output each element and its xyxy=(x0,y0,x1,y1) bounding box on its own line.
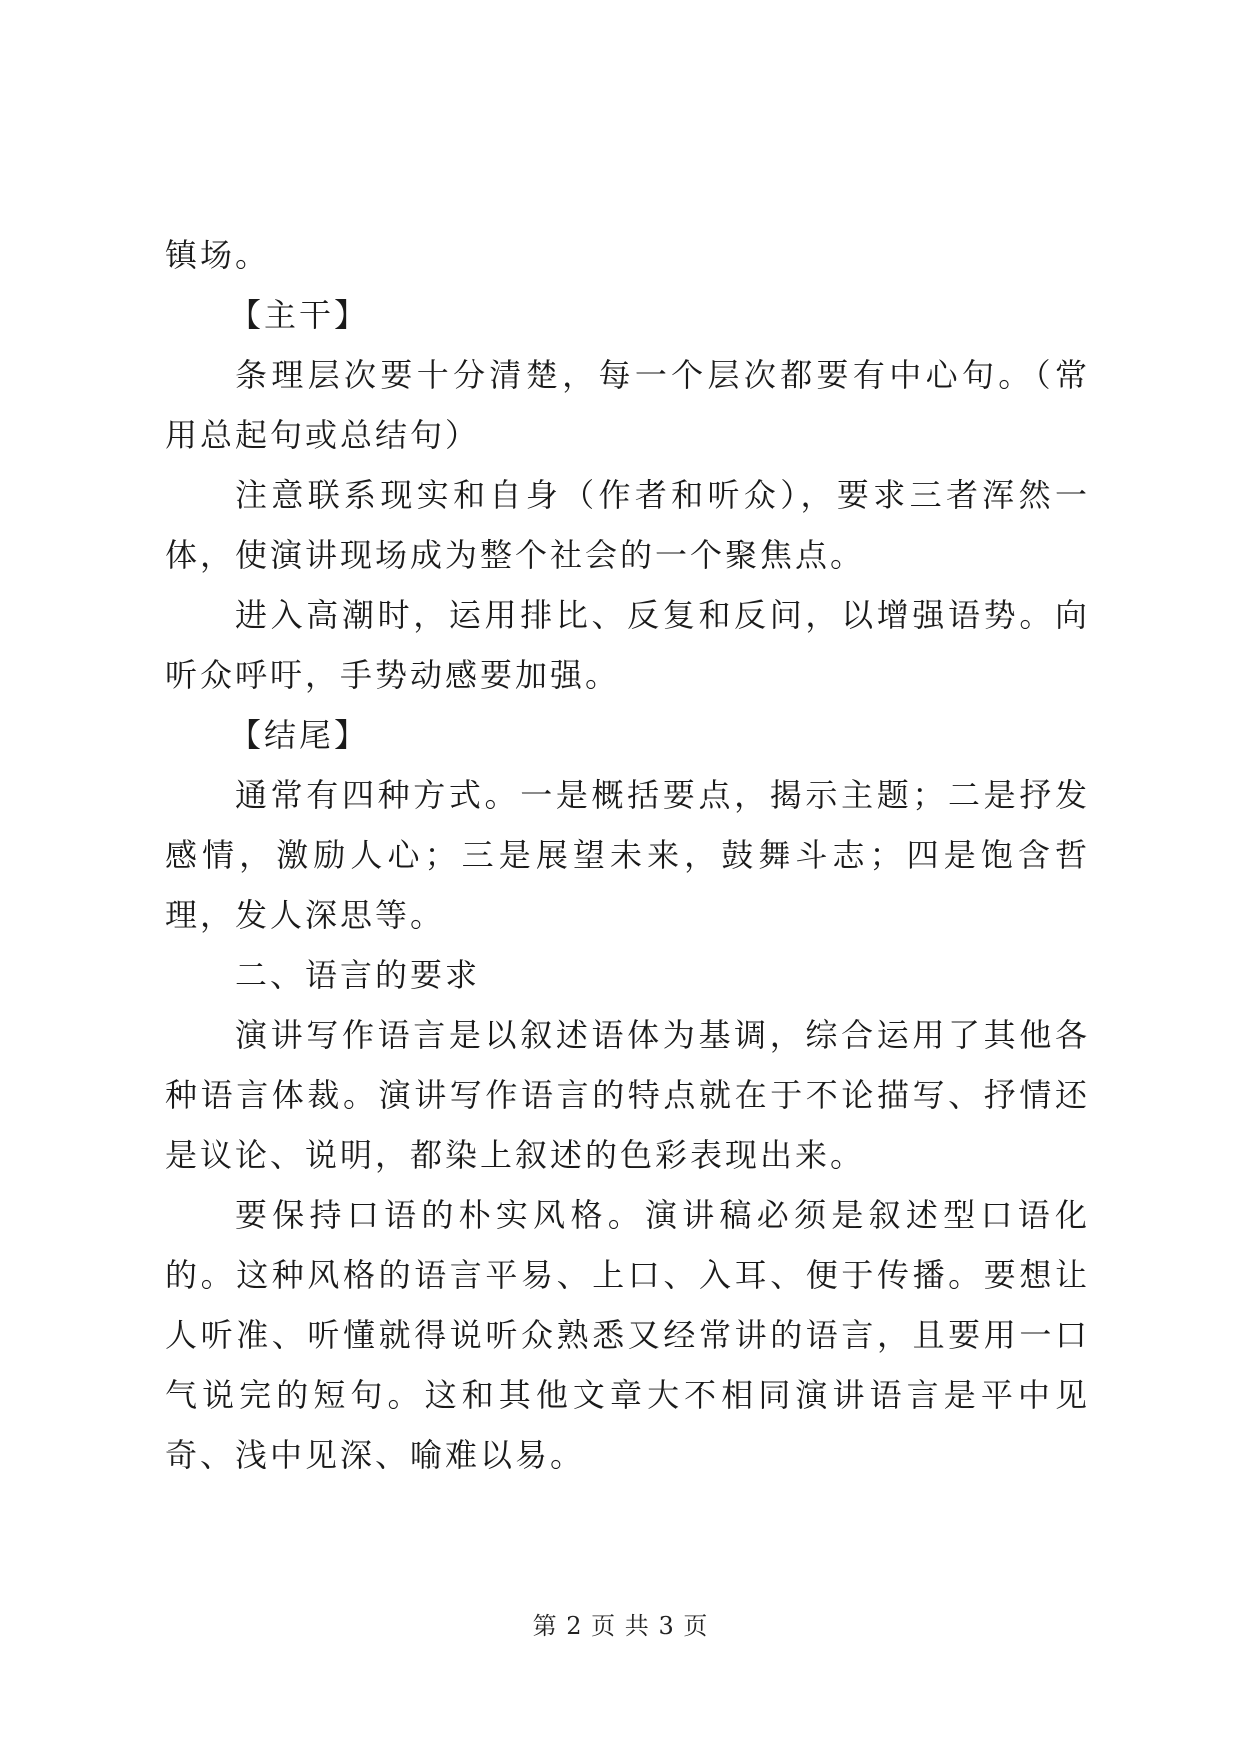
paragraph-oral-style: 要保持口语的朴实风格。演讲稿必须是叙述型口语化的。这种风格的语言平易、上口、入耳、便于传播。要想让人听准、听懂就得说听众熟悉又经常讲的语言，且要用一口气说完的短句。这和其他文章大不相同演讲语言是平中见奇、浅中见深、喻难以易。 xyxy=(165,1196,1090,1474)
paragraph-structure: 条理层次要十分清楚，每一个层次都要有中心句。（常用总起句或总结句） xyxy=(165,356,1090,454)
paragraph-connect-reality: 注意联系现实和自身（作者和听众），要求三者浑然一体，使演讲现场成为整个社会的一个聚焦点。 xyxy=(165,476,1090,574)
document-body xyxy=(165,225,1090,1485)
page-footer: 第 2 页 共 3 页 xyxy=(532,1612,709,1640)
paragraph-continuation: 镇场。 xyxy=(165,236,271,274)
section-heading-main-body: 【主干】 xyxy=(229,296,370,334)
paragraph-language-style: 演讲写作语言是以叙述语体为基调，综合运用了其他各种语言体裁。演讲写作语言的特点就在于不论描写、抒情还是议论、说明，都染上叙述的色彩表现出来。 xyxy=(165,1016,1090,1174)
section-title-language: 二、语言的要求 xyxy=(235,956,481,994)
paragraph-ending-methods: 通常有四种方式。一是概括要点，揭示主题；二是抒发感情，激励人心；三是展望未来，鼓舞斗志；四是饱含哲理，发人深思等。 xyxy=(165,776,1090,934)
paragraph-climax: 进入高潮时，运用排比、反复和反问，以增强语势。向听众呼吁，手势动感要加强。 xyxy=(165,596,1090,694)
section-heading-ending: 【结尾】 xyxy=(229,716,370,754)
